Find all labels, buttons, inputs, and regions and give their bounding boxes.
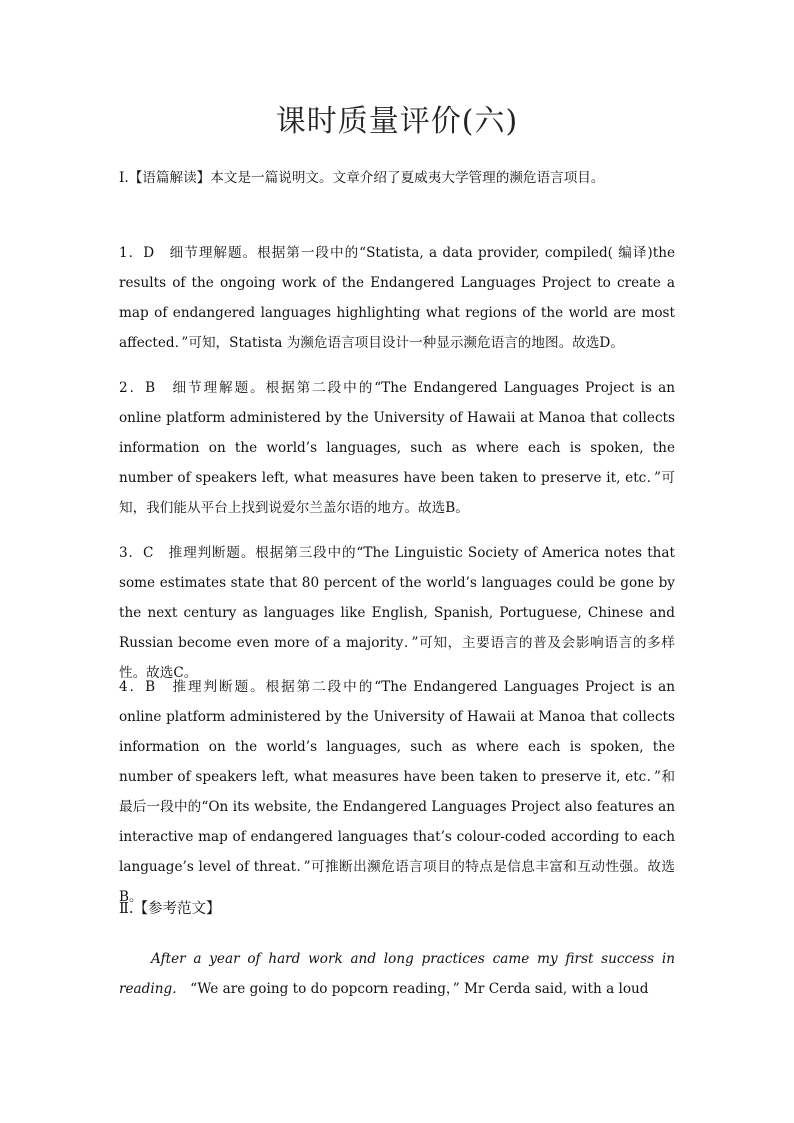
answer-2: 2．B 细节理解题。根据第二段中的“The Endangered Languages Project is an online platform administered by the University of Hawaii at Manoa that collects information on the world’s languages, such as where each is spoken, the number of speakers left, what measures have been taken to preserve it, etc．”可知，我们能从平台上找到说爱尔兰盖尔语的地方。故选B。	[119, 380, 675, 516]
essay-opening: After a year of hard work and long practices came my first success in reading．	[119, 951, 675, 997]
page-title: 课时质量评价(六)	[275, 104, 519, 139]
answer-4: 4．B 推理判断题。根据第二段中的“The Endangered Languages Project is an online platform administered by the University of Hawaii at Manoa that collects information on the world’s languages, such as where each is spoken, the number of speakers left, what measures have been taken to preserve it, etc．”和最后一段中的“On its website, the Endangered Languages Project also features an interactive map of endangered languages that’s colour-coded according to each language’s level of threat．”可推断出濒危语言项目的特点是信息丰富和互动性强。故选B。	[119, 679, 675, 905]
answer-3: 3．C 推理判断题。根据第三段中的“The Linguistic Society of America notes that some estimates state that 80 percent of the world’s languages could be gone by the next century as languages like English, Spanish, Portuguese, Chinese and Russian become even more of a majority．”可知，主要语言的普及会影响语言的多样性。故选C。	[119, 545, 675, 681]
answer-1: 1．D 细节理解题。根据第一段中的“Statista, a data provider, compiled( 编译)the results of the ongoing work of the Endangered Languages Project to create a map of endangered languages highlighting what regions of the world are most affected．”可知，Statista 为濒危语言项目设计一种显示濒危语言的地图。故选D。	[119, 245, 675, 351]
section-2-heading: Ⅱ.【参考范文】	[119, 901, 221, 917]
sample-essay	[119, 944, 675, 1004]
reading-summary: Ⅰ.【语篇解读】本文是一篇说明文。文章介绍了夏威夷大学管理的濒危语言项目。	[119, 170, 605, 186]
essay-continuation: “We are going to do popcorn reading，” Mr Cerda said, with a loud	[185, 981, 649, 997]
